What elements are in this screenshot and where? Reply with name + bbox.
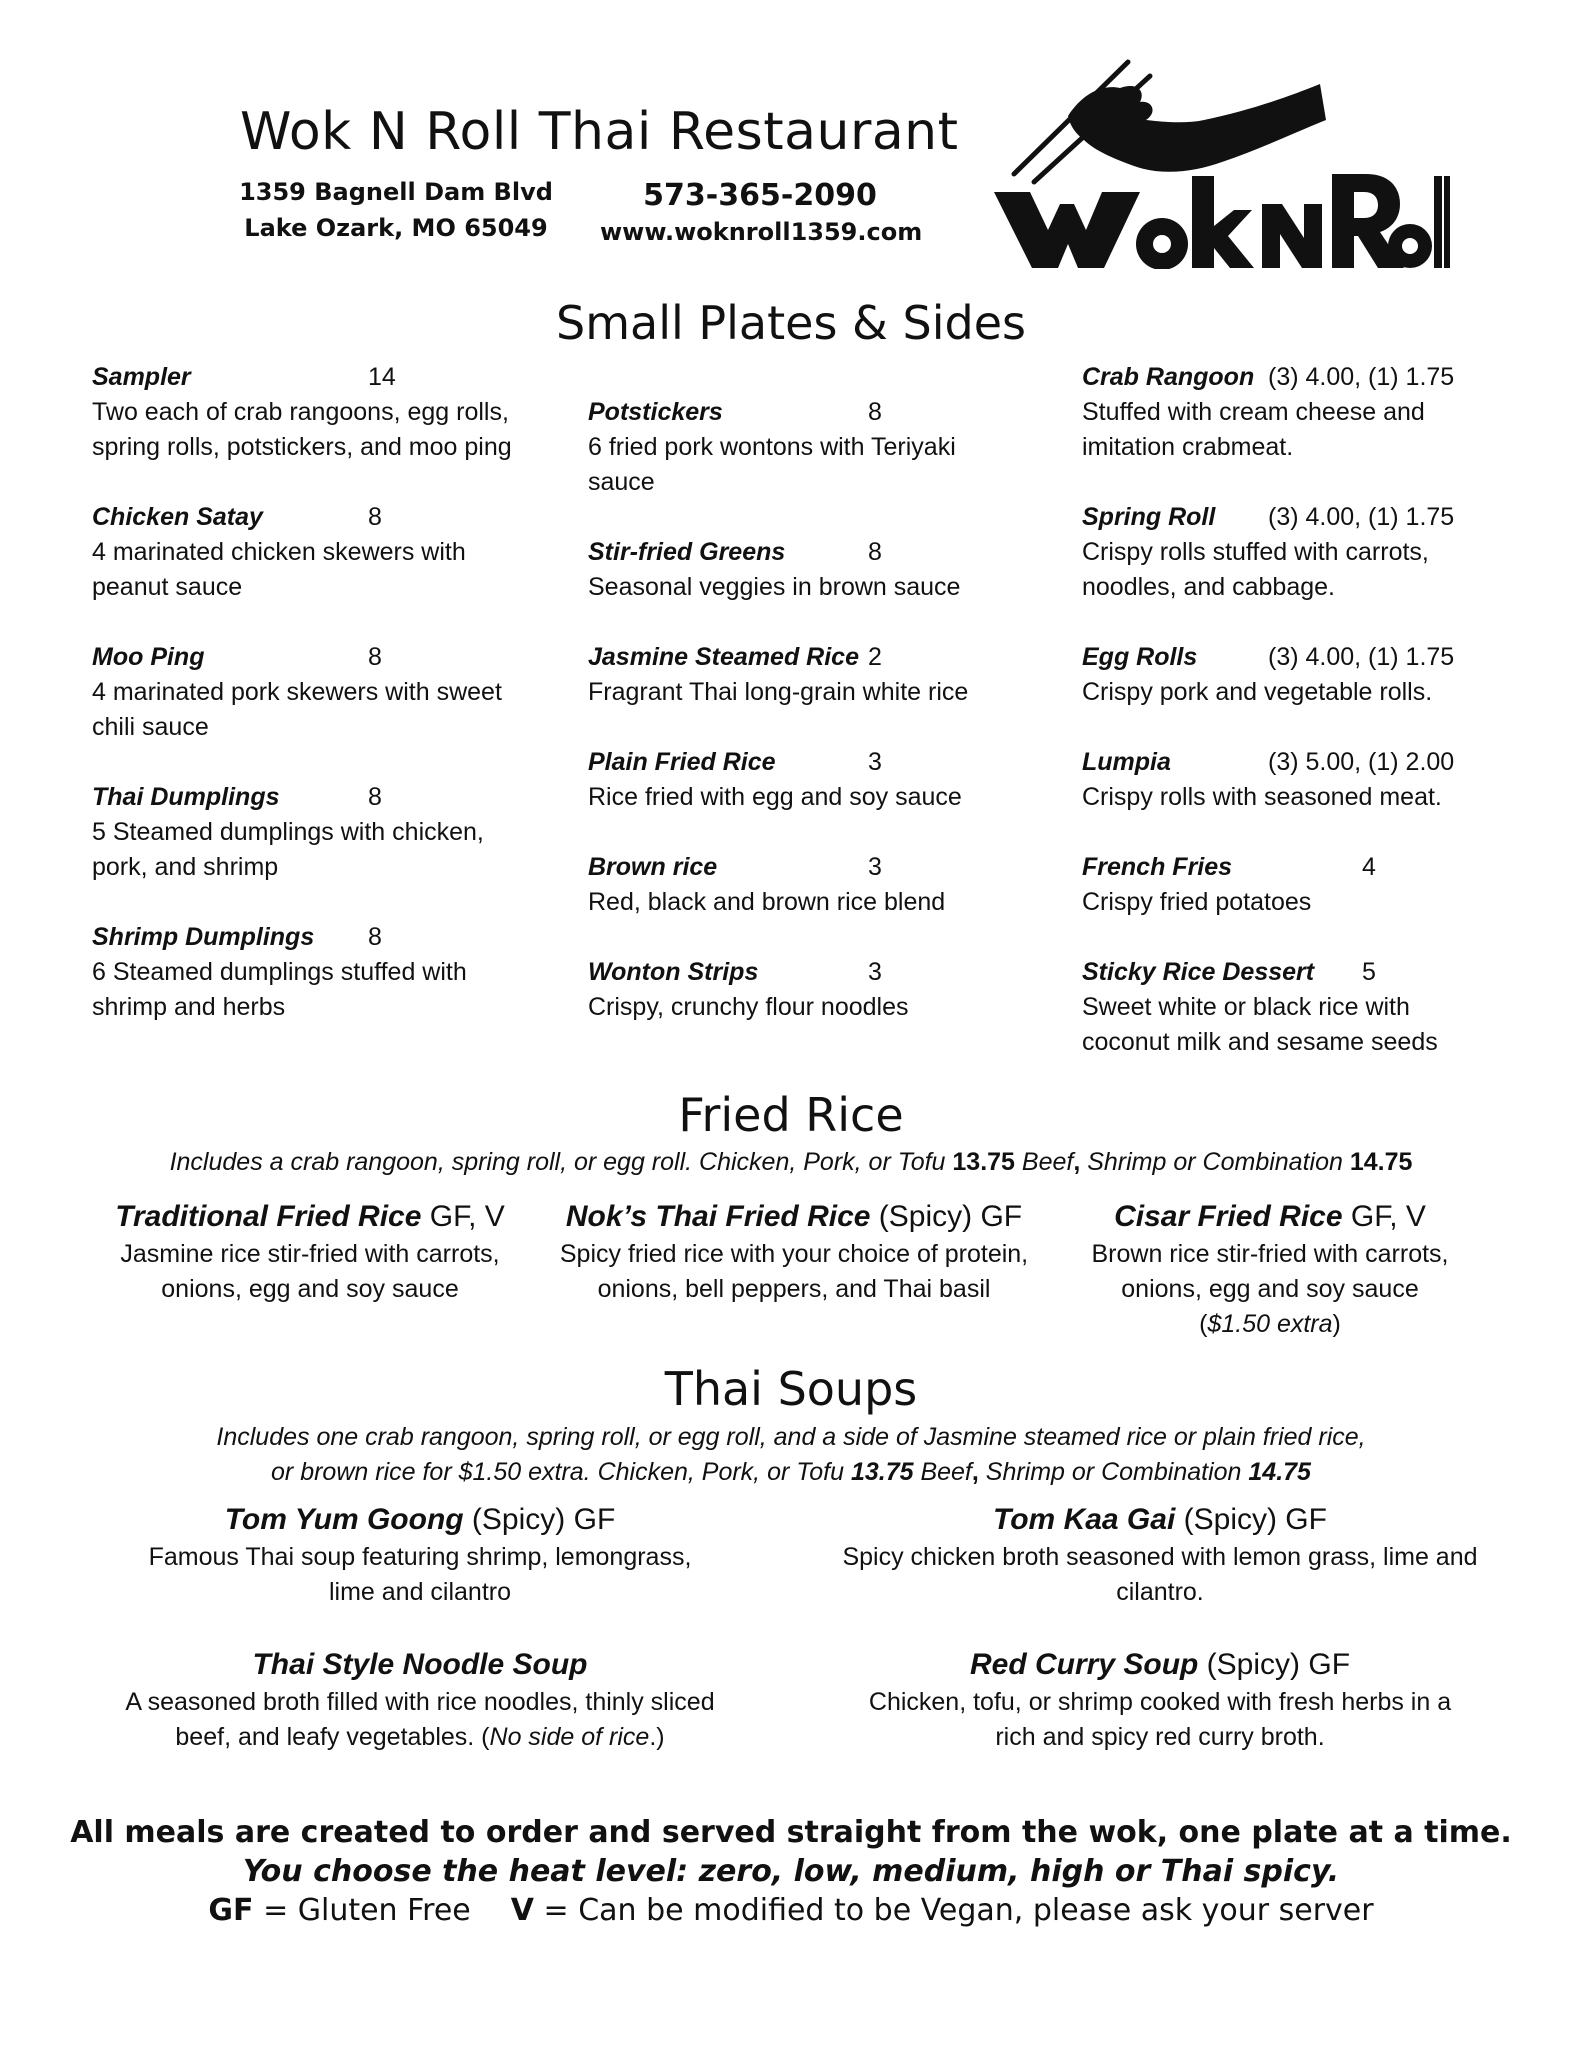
menu-item [588,745,1028,815]
item-tags: (Spicy) GF [1175,1503,1327,1536]
item-price: (3) 5.00, (1) 2.00 [1268,748,1455,776]
address-line-1: 1359 Bagnell Dam Blvd [239,178,553,206]
item-name: Thai Style Noodle Soup [252,1648,588,1681]
menu-item [92,920,512,1025]
item-description: 6 fried pork wontons with Teriyaki sauce [588,433,956,496]
item-name: Spring Roll [1082,503,1216,531]
extra-price: $1.50 extra [1207,1310,1333,1338]
item-description: Crispy fried potatoes [1082,888,1312,916]
menu-item [588,850,1028,920]
v-text: = Can be modified to be Vegan, please ask your server [534,1893,1374,1928]
note-price: 13.75 [850,1458,914,1486]
v-key: V [510,1893,534,1928]
item-name: Thai Dumplings [92,783,280,811]
menu-item [92,360,512,465]
paren: ( [1199,1310,1208,1338]
address [236,174,556,246]
menu-item [588,640,1028,710]
item-extra [1060,1307,1480,1342]
item-price: 3 [868,853,882,881]
phone-number: 573-365-2090 [643,178,877,213]
item-tags: GF, V [1342,1200,1426,1233]
item-description: 4 marinated chicken skewers with peanut sauce [92,538,466,601]
footer-legend [0,1891,1582,1930]
contact [600,176,923,248]
item-description: Rice fried with egg and soy sauce [588,783,962,811]
note-price: 14.75 [1349,1148,1413,1176]
desc-text: .) [649,1723,665,1751]
item-description: Seasonal veggies in brown sauce [588,573,961,601]
item-price: 14 [368,363,396,391]
item-name: Sticky Rice Dessert [1082,958,1315,986]
item-name: Jasmine Steamed Rice [588,643,859,671]
item-name: Nok’s Thai Fried Rice [565,1200,871,1233]
item-name: Traditional Fried Rice [115,1200,422,1233]
menu-item [1082,500,1502,605]
small-plates-column-2 [588,395,1028,1060]
item-price: 5 [1362,958,1376,986]
menu-item [1082,360,1502,465]
desc-italic: No side of rice [489,1723,650,1751]
restaurant-name: Wok N Roll Thai Restaurant [240,102,959,162]
soup-item [840,1645,1480,1755]
item-name: Chicken Satay [92,503,263,531]
item-description: 4 marinated pork skewers with sweet chili sauce [92,678,502,741]
soup-item [100,1645,740,1755]
item-name: Lumpia [1082,748,1171,776]
logo-letter-k [1192,176,1254,268]
menu-item [1082,745,1502,815]
item-description: Chicken, tofu, or shrimp cooked with fresh herbs in a rich and spicy red curry broth. [868,1688,1452,1751]
item-description: Jasmine rice stir-fried with carrots, onions, egg and soy sauce [120,1240,500,1303]
soups-note [0,1420,1582,1490]
soup-item [820,1500,1500,1610]
item-tags: (Spicy) GF [463,1503,616,1536]
menu-item [588,395,1028,500]
fried-rice-item [534,1197,1054,1307]
menu-item [588,955,1028,1025]
item-description: Crispy rolls with seasoned meat. [1082,783,1442,811]
item-price: (3) 4.00, (1) 1.75 [1268,363,1455,391]
item-name: Stir-fried Greens [588,538,786,566]
menu-item [92,640,512,745]
item-price: 8 [868,398,882,426]
menu-item [1082,850,1502,920]
item-description [100,1685,740,1755]
item-description: 5 Steamed dumplings with chicken, pork, and shrimp [92,818,484,881]
logo-letter-l [1434,176,1442,268]
item-tags: (Spicy) GF [1198,1648,1351,1681]
item-name: Egg Rolls [1082,643,1198,671]
hand-icon [1068,84,1326,172]
item-description: Famous Thai soup featuring shrimp, lemongrass, lime and cilantro [148,1543,692,1606]
fried-rice-item [1060,1197,1480,1342]
item-price: 4 [1362,853,1376,881]
item-price: (3) 4.00, (1) 1.75 [1268,643,1455,671]
menu-item [1082,640,1502,710]
item-description: Sweet white or black rice with coconut milk and sesame seeds [1082,993,1438,1056]
note-text: Includes one crab rangoon, spring roll, or egg roll, and a side of Jasmine steamed rice or plain fried rice, [216,1423,1366,1451]
item-name: Shrimp Dumplings [92,923,315,951]
small-plates-title: Small Plates & Sides [556,296,1026,350]
logo-letter-n [1262,204,1322,268]
fried-rice-title: Fried Rice [678,1088,904,1142]
item-name: Wonton Strips [588,958,759,986]
item-price: 8 [368,643,382,671]
note-text: Shrimp or Combination [1080,1148,1350,1176]
item-name: Crab Rangoon [1082,363,1255,391]
small-plates-column-3 [1082,360,1502,1095]
fried-rice-note [0,1145,1582,1180]
item-description: Spicy fried rice with your choice of protein, onions, bell peppers, and Thai basil [559,1240,1029,1303]
menu-item [1082,955,1502,1060]
note-price: 13.75 [952,1148,1015,1176]
item-name: Sampler [92,363,191,391]
item-description: Crispy, crunchy flour noodles [588,993,909,1021]
gf-text: = Gluten Free [253,1893,471,1928]
item-description: Spicy chicken broth seasoned with lemon grass, lime and cilantro. [842,1543,1478,1606]
note-text: Beef [1014,1148,1074,1176]
thai-soups-title: Thai Soups [664,1362,918,1416]
item-description: Stuffed with cream cheese and imitation crabmeat. [1082,398,1425,461]
note-text: Shrimp or Combination [978,1458,1249,1486]
item-name: Red Curry Soup [969,1648,1199,1681]
item-name: French Fries [1082,853,1233,881]
item-description: Fragrant Thai long-grain white rice [588,678,969,706]
item-price: 3 [868,958,882,986]
small-plates-column-1 [92,360,512,1060]
item-price: (3) 4.00, (1) 1.75 [1268,503,1455,531]
item-description: 6 Steamed dumplings stuffed with shrimp and herbs [92,958,467,1021]
item-price: 8 [868,538,882,566]
paren: ) [1332,1310,1341,1338]
address-line-2: Lake Ozark, MO 65049 [244,214,548,242]
item-name: Moo Ping [92,643,205,671]
item-name: Tom Yum Goong [224,1503,464,1536]
gf-key: GF [208,1893,254,1928]
item-description: Two each of crab rangoons, egg rolls, spring rolls, potstickers, and moo ping [92,398,512,461]
item-name: Potstickers [588,398,723,426]
item-price: 8 [368,923,382,951]
soup-item [100,1500,740,1610]
logo-letter-l2 [1444,176,1450,268]
item-tags: (Spicy) GF [870,1200,1023,1233]
website: www.woknroll1359.com [600,218,923,246]
footer-line-1: All meals are created to order and served straight from the wok, one plate at a time. [70,1815,1512,1850]
item-name: Brown rice [588,853,718,881]
note-comma: , [971,1458,979,1486]
note-price: 14.75 [1248,1458,1311,1486]
item-name: Tom Kaa Gai [993,1503,1176,1536]
desc-text: A seasoned broth filled with rice noodles, thinly sliced beef, and leafy vegetables. ( [125,1688,715,1751]
logo-letter-w [994,192,1140,268]
item-name: Cisar Fried Rice [1114,1200,1343,1233]
item-price: 8 [368,783,382,811]
item-tags: GF, V [421,1200,505,1233]
note-text: or brown rice for $1.50 extra. Chicken, Pork, or Tofu [271,1458,851,1486]
note-text: Includes a crab rangoon, spring roll, or egg roll. Chicken, Pork, or Tofu [169,1148,953,1176]
wok-n-roll-logo [990,54,1450,269]
menu-item [588,535,1028,605]
item-price: 2 [868,643,882,671]
footer-line-2: You choose the heat level: zero, low, medium, high or Thai spicy. [242,1854,1340,1889]
item-name: Plain Fried Rice [588,748,776,776]
item-description: Brown rice stir-fried with carrots, onions, egg and soy sauce [1091,1240,1449,1303]
note-comma: , [1073,1148,1081,1176]
item-description: Crispy rolls stuffed with carrots, noodles, and cabbage. [1082,538,1429,601]
menu-item [92,780,512,885]
item-price: 3 [868,748,882,776]
item-price: 8 [368,503,382,531]
note-text: Beef [913,1458,972,1486]
fried-rice-item [100,1197,520,1307]
menu-item [92,500,512,605]
item-description: Red, black and brown rice blend [588,888,946,916]
item-description: Crispy pork and vegetable rolls. [1082,678,1433,706]
